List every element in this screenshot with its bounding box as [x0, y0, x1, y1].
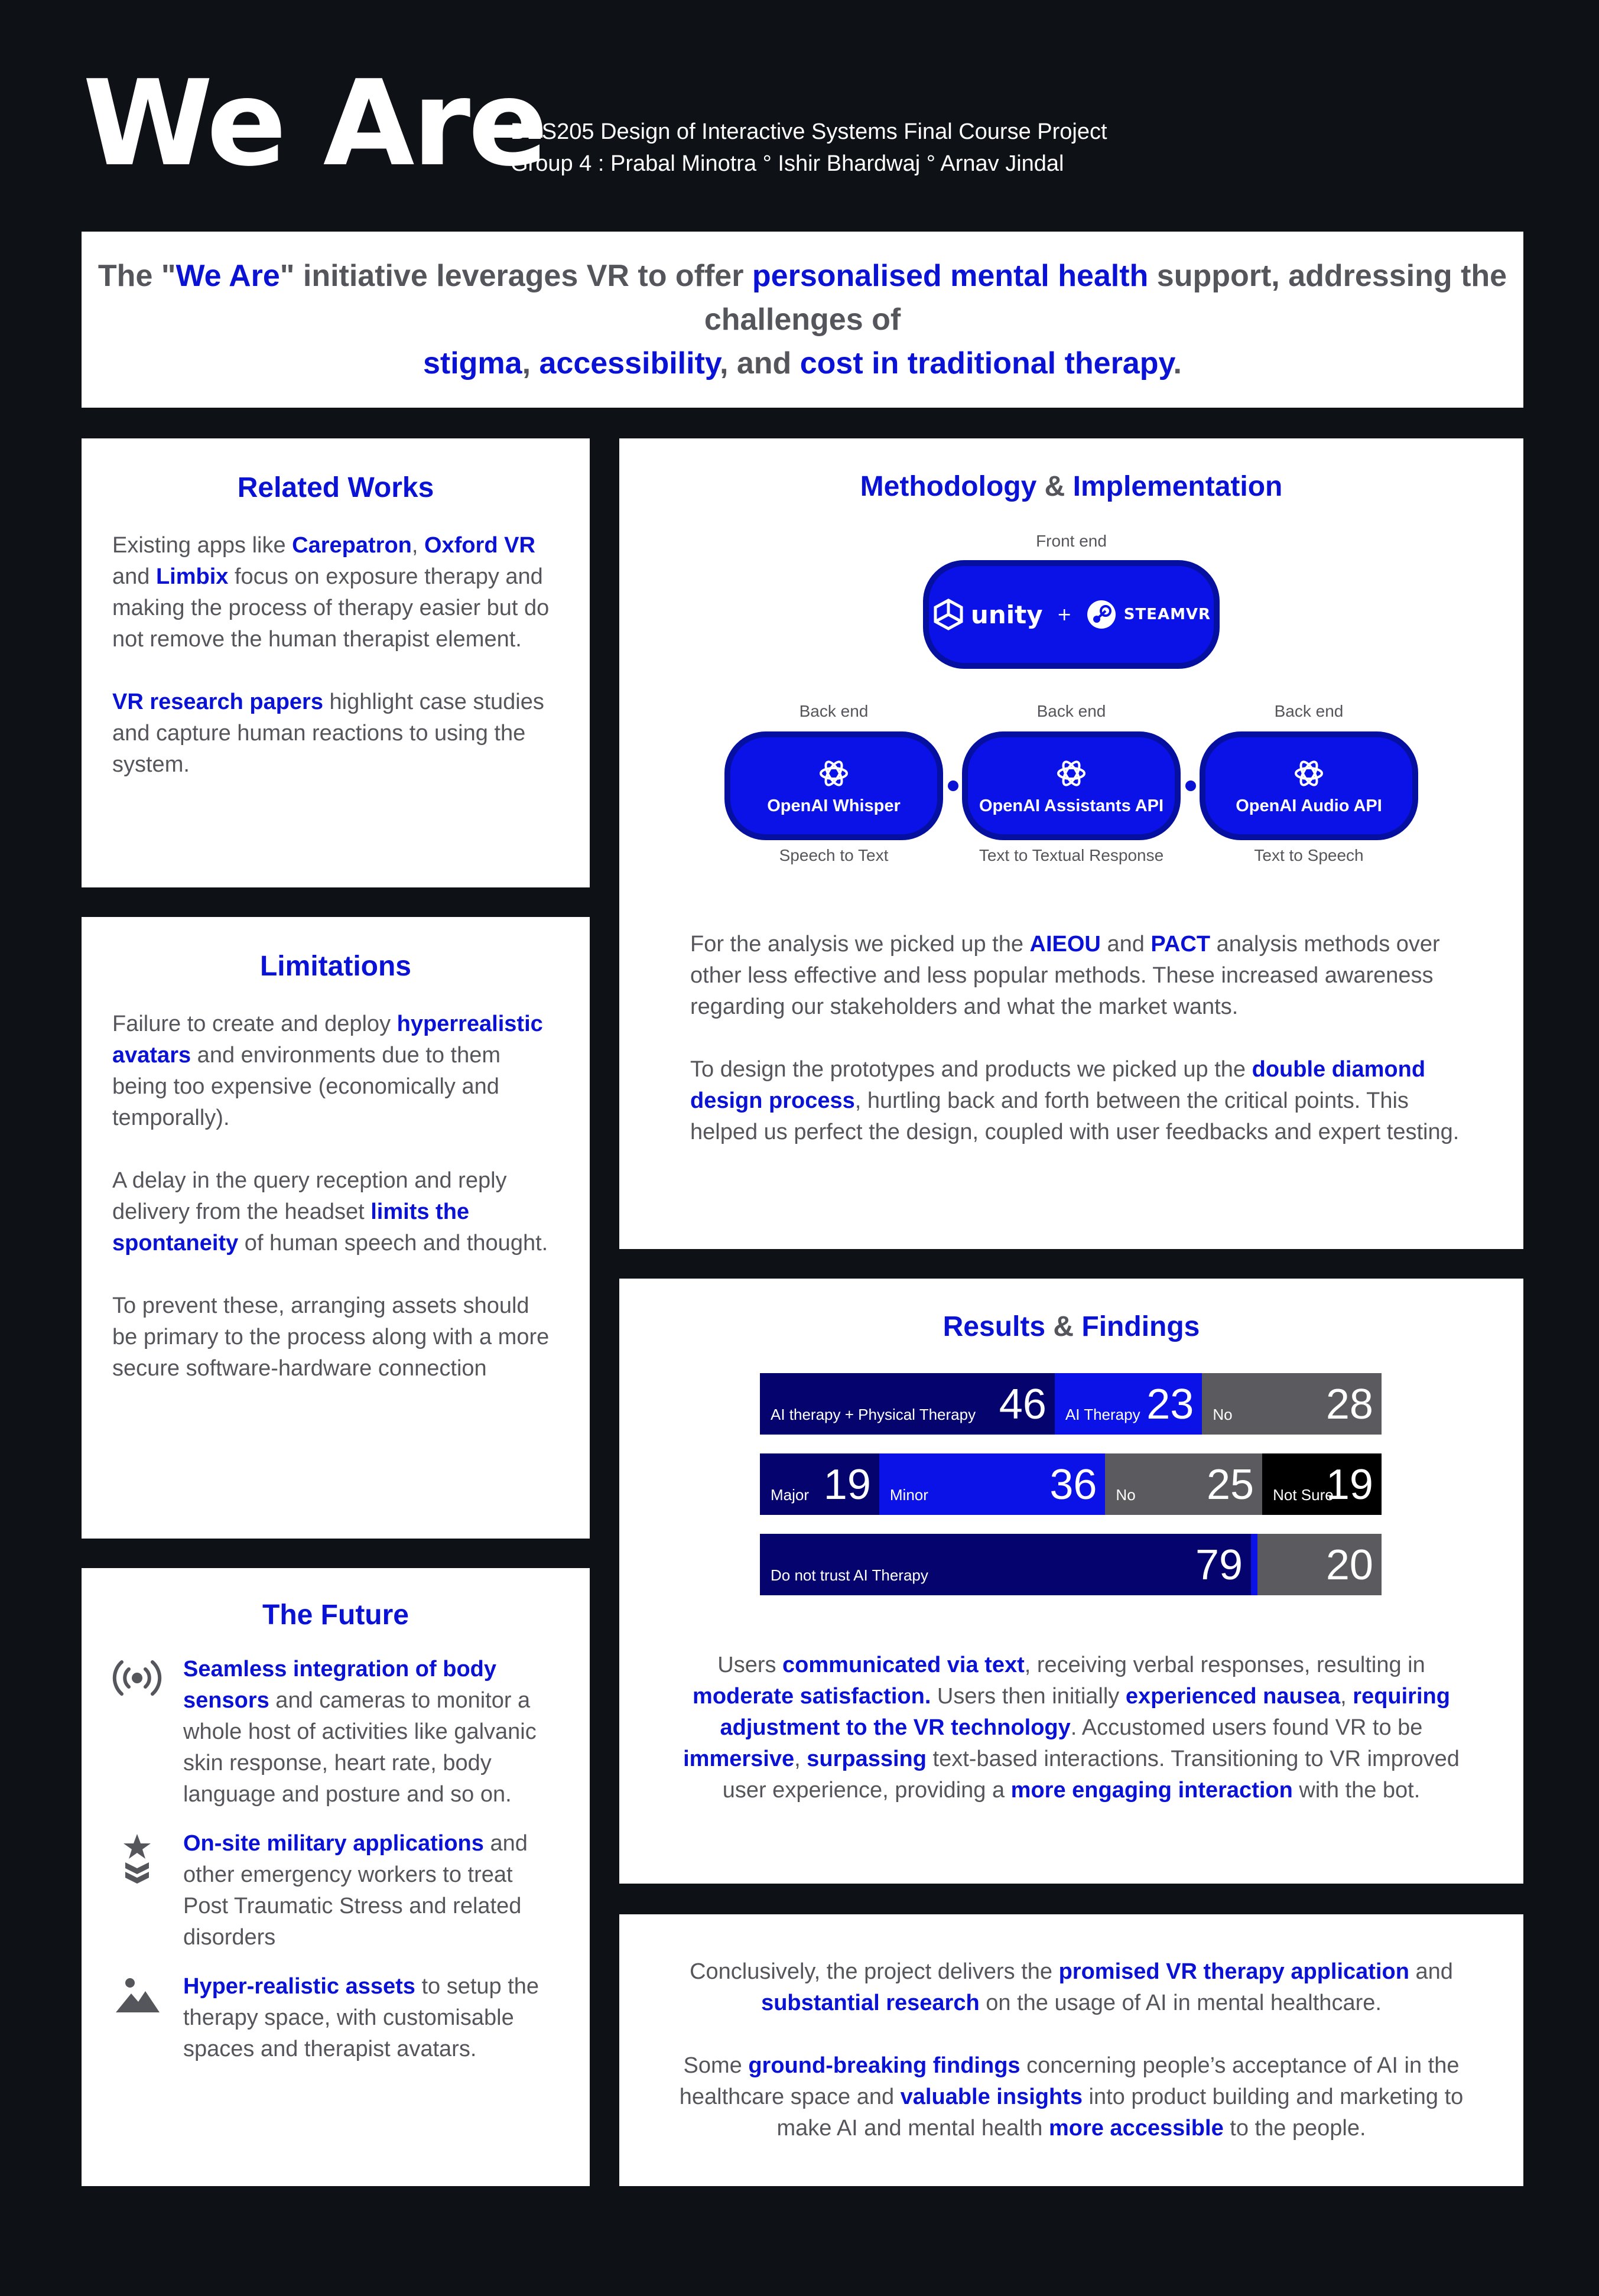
future-item-text: Seamless integration of body sensors and cameras to monitor a whole host of activities like galvanic skin response, heart rate, body language and posture and so on. [183, 1657, 537, 1807]
backend-node-name: OpenAI Audio API [1236, 796, 1382, 815]
results-title: Results & Findings [942, 1311, 1200, 1342]
limitations-paragraph-1: Failure to create and deploy hyperrealistic avatars and environments due to them being too expensive (economically and temporally). [112, 1012, 543, 1130]
bar-segment-label: No [1116, 1486, 1136, 1504]
bar-segment-value: 25 [1206, 1461, 1254, 1508]
conclusion-paragraph-1: Conclusively, the project delivers the promised VR therapy application and substantial research on the usage of AI in mental healthcare. [690, 1959, 1453, 2015]
related-works-title: Related Works [237, 472, 434, 503]
connector-dot [948, 780, 958, 791]
bar-segment-value: 19 [823, 1461, 871, 1508]
methodology-title: Methodology & Implementation [860, 471, 1283, 502]
openai-logo-icon [817, 756, 851, 791]
bar-segment-value: 20 [1325, 1541, 1373, 1589]
future-item-sensors [112, 1654, 559, 1810]
intro-statement: The "We Are" initiative leverages VR to offer personalised mental health support, addressing the challenges of stigma, accessibility, and cost in traditional therapy. [98, 259, 1507, 381]
bar-segment [1055, 1373, 1202, 1435]
intro-panel [82, 232, 1523, 408]
backend-label-3: Back end [1274, 702, 1344, 720]
broadcast-icon [112, 1654, 183, 1810]
bar-row-1 [760, 1373, 1382, 1435]
steamvr-wordmark: STEAMVR [1123, 606, 1211, 623]
bar-segment-value: 79 [1195, 1541, 1243, 1589]
backend-node-name: OpenAI Whisper [767, 796, 901, 815]
limitations-panel [82, 917, 590, 1539]
connector-dot [1185, 780, 1196, 791]
bar-segment [879, 1453, 1106, 1515]
bar-row-2 [760, 1453, 1382, 1515]
bar-segment [1202, 1373, 1382, 1435]
conclusion-paragraph-2: Some ground-breaking findings concerning people’s acceptance of AI in the healthcare space and valuable insights into product building and marketing to make AI and mental health more accessible to the people. [679, 2053, 1464, 2141]
bar-segment-value: 36 [1049, 1461, 1097, 1508]
bar-segment [760, 1534, 1251, 1595]
bar-segment-value: 23 [1146, 1381, 1194, 1428]
steam-logo-icon [1086, 599, 1117, 630]
bar-segment-label: AI therapy + Physical Therapy [771, 1406, 976, 1423]
backend-node-assistants [962, 731, 1181, 840]
bar-segment-label: Major [771, 1486, 810, 1504]
bar-segment-value: 28 [1325, 1381, 1373, 1428]
limitations-paragraph-2: A delay in the query reception and reply delivery from the headset limits the spontaneity of human speech and thought. [112, 1168, 548, 1256]
future-title: The Future [262, 1599, 409, 1631]
bar-segment-label: No [1213, 1406, 1233, 1423]
future-panel [82, 1568, 590, 2186]
bar-segment [1251, 1534, 1257, 1595]
backend-label-2: Back end [1036, 702, 1106, 720]
bar-segment-label: Do not trust AI Therapy [771, 1566, 928, 1584]
group-line: Group 4 : Prabal Minotra ° Ishir Bhardwaj ° Arnav Jindal [511, 151, 1064, 176]
backend-caption-2: Text to Textual Response [979, 846, 1164, 864]
future-item-text: On-site military applications and other emergency workers to treat Post Traumatic Stress and related disorders [183, 1831, 528, 1950]
backend-label-1: Back end [799, 702, 869, 720]
related-works-panel [82, 438, 590, 887]
unity-wordmark: unity [970, 600, 1043, 629]
openai-logo-icon [1292, 756, 1326, 791]
poster-subtitle [511, 116, 1107, 180]
future-item-military [112, 1828, 559, 1953]
future-item-assets [112, 1971, 559, 2065]
future-item-text: Hyper-realistic assets to setup the therapy space, with customisable spaces and therapist avatars. [183, 1974, 540, 2061]
methodology-paragraph-2: To design the prototypes and products we picked up the double diamond design process, hurtling back and forth between the critical points. This helped us perfect the design, coupled with user feedbacks and expert testing. [690, 1057, 1460, 1144]
results-paragraph: Users communicated via text, receiving verbal responses, resulting in moderate satisfaction. Users then initially experienced nausea, requiring adjustment to the VR technology. Accustomed users found VR to be immersive, surpassing text-based interactions. Transitioning to VR improved user experience, providing a more engaging interaction with the bot. [683, 1653, 1460, 1803]
plus-sign: + [1057, 604, 1072, 625]
methodology-panel [619, 438, 1523, 1249]
results-panel [619, 1279, 1523, 1884]
limitations-paragraph-3: To prevent these, arranging assets should be primary to the process along with a more secure software-hardware connection [112, 1293, 550, 1381]
bar-row-3 [760, 1534, 1382, 1595]
conclusion-panel [619, 1914, 1523, 2186]
backend-node-name: OpenAI Assistants API [979, 796, 1164, 815]
backend-caption-1: Speech to Text [779, 846, 889, 864]
bar-segment-label: AI Therapy [1065, 1406, 1140, 1423]
bar-segment-label: Not Sure [1273, 1486, 1334, 1504]
related-works-paragraph-1: Existing apps like Carepatron, Oxford VR and Limbix focus on exposure therapy and making the process of therapy easier but do not remove the human therapist element. [112, 533, 550, 652]
backend-node-whisper [724, 731, 943, 840]
methodology-paragraph-1: For the analysis we picked up the AIEOU and PACT analysis methods over other less effective and less popular methods. These increased awareness regarding our stakeholders and what the market wants. [690, 932, 1440, 1019]
frontend-label: Front end [1036, 532, 1107, 550]
unity-logo-icon [932, 598, 965, 631]
bar-segment [1257, 1534, 1382, 1595]
backend-node-audio [1200, 731, 1418, 840]
bar-segment-value: 19 [1325, 1461, 1373, 1508]
course-line: DES205 Design of Interactive Systems Final Course Project [511, 119, 1107, 144]
bar-segment-label: Minor [889, 1486, 928, 1504]
openai-logo-icon [1054, 756, 1088, 791]
bar-segment [1262, 1453, 1382, 1515]
poster-title: We Are [83, 55, 546, 193]
mountain-image-icon [112, 1971, 183, 2065]
backend-caption-3: Text to Speech [1254, 846, 1364, 864]
limitations-title: Limitations [259, 951, 411, 982]
bar-segment [1105, 1453, 1262, 1515]
bar-segment-value: 46 [999, 1381, 1046, 1428]
bar-segment [760, 1373, 1055, 1435]
frontend-node [923, 560, 1220, 669]
related-works-paragraph-2: VR research papers highlight case studies and capture human reactions to using the system. [112, 690, 544, 777]
bar-segment [760, 1453, 879, 1515]
military-badge-icon [112, 1828, 183, 1953]
